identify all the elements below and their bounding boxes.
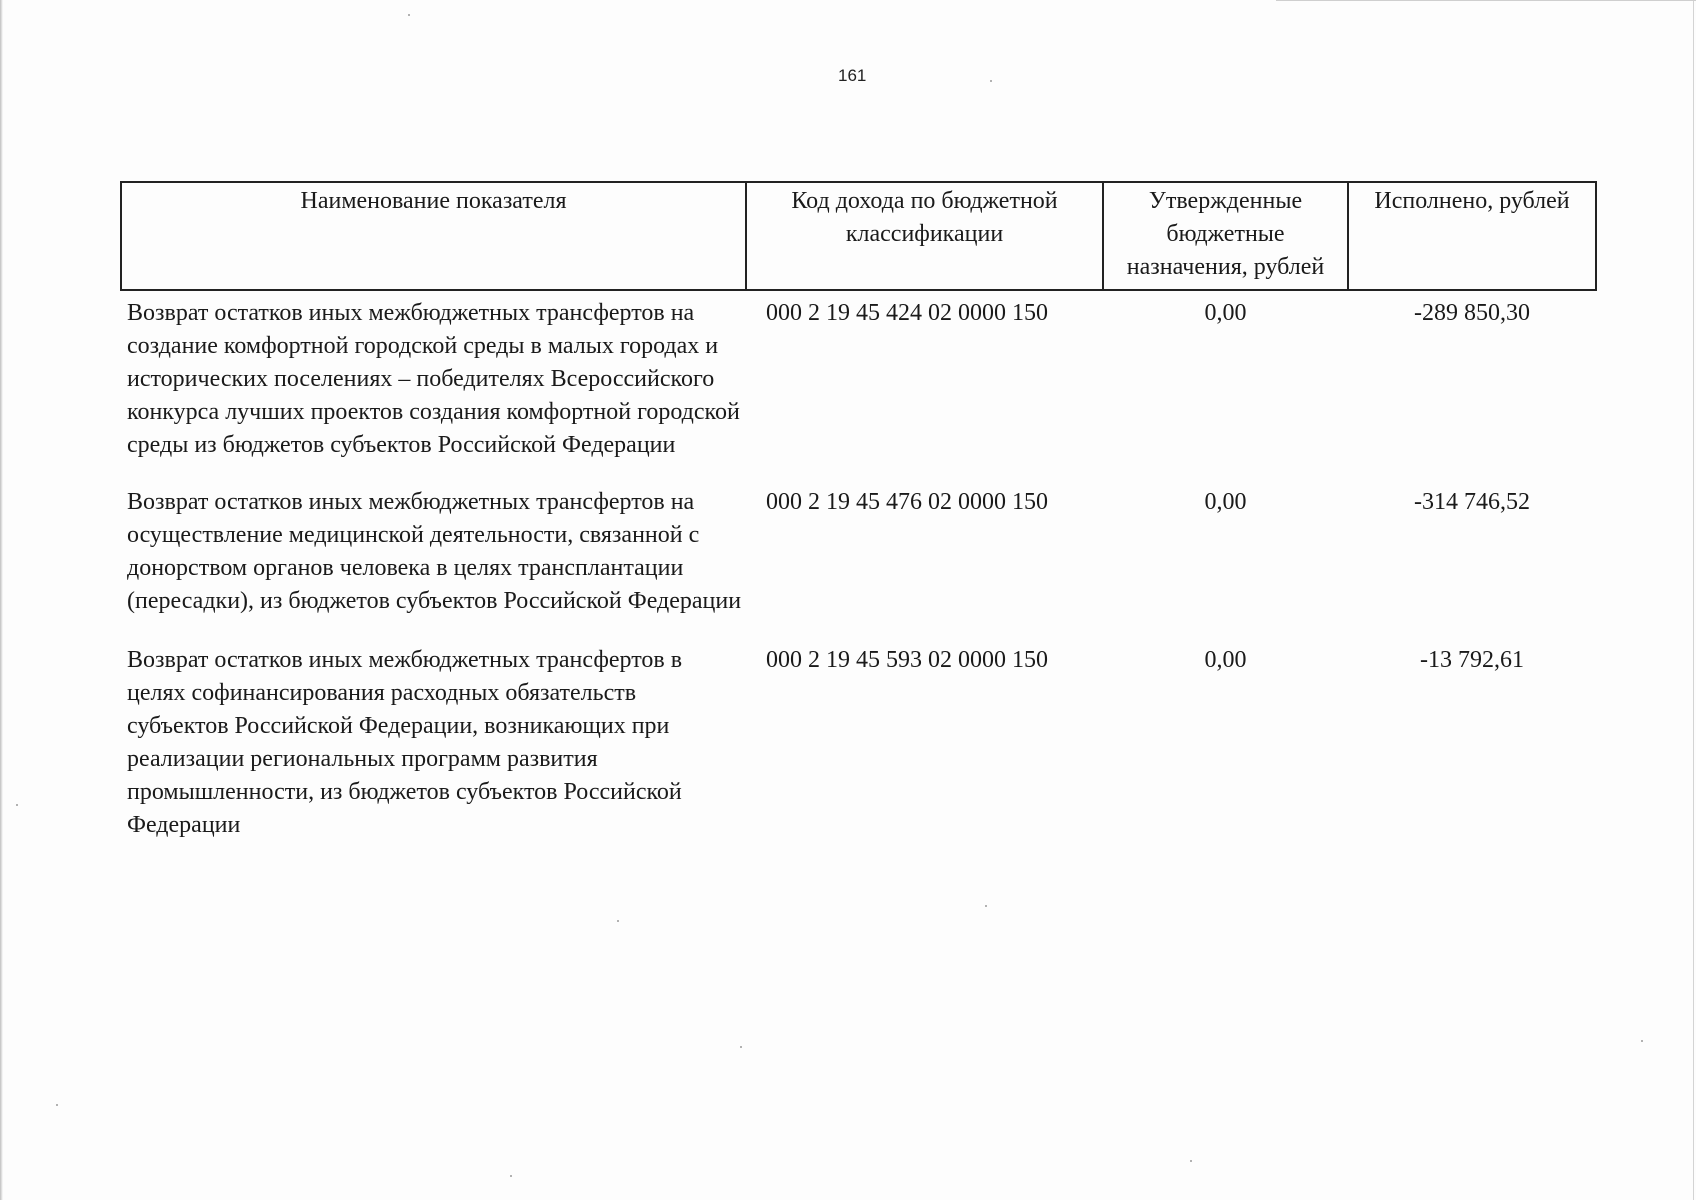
header-indicator-name: Наименование показателя [121, 182, 746, 290]
cell-executed-amount: -314 746,52 [1414, 489, 1530, 515]
scan-edge-top [1276, 0, 1696, 1]
header-executed-amount: Исполнено, рублей [1348, 182, 1596, 290]
scan-edge-left [0, 0, 3, 1200]
budget-income-table [120, 181, 1597, 842]
scan-speck [510, 1175, 512, 1177]
cell-indicator-name: Возврат остатков иных межбюджетных трансфертов на осуществление медицинской деятельности, связанной с донорством органов человека в целях трансплантации (пересадки), из бюджетов субъектов Российской Федерации [127, 489, 742, 614]
table-row [121, 618, 1596, 842]
cell-approved-amount: 0,00 [1204, 647, 1247, 673]
cell-indicator-name: Возврат остатков иных межбюджетных трансфертов в целях софинансирования расходных обязательств субъектов Российской Федерации, возникающих при реализации региональных программ развития промышленности, из бюджетов субъектов Российской Федерации [127, 647, 683, 838]
scan-speck [1641, 1040, 1643, 1042]
cell-income-code: 000 2 19 45 476 02 0000 150 [766, 489, 1048, 515]
scan-speck [740, 1046, 742, 1048]
cell-income-code: 000 2 19 45 593 02 0000 150 [766, 647, 1048, 673]
header-approved-amount: Утвержденные бюджетные назначения, рублей [1103, 182, 1348, 290]
cell-executed-amount: -289 850,30 [1414, 300, 1530, 326]
header-income-code: Код дохода по бюджетной классификации [746, 182, 1103, 290]
table-row [121, 462, 1596, 618]
scan-speck [16, 804, 18, 806]
cell-approved-amount: 0,00 [1204, 489, 1247, 515]
scan-speck [990, 80, 992, 82]
scan-speck [1190, 1160, 1192, 1162]
scan-speck [408, 14, 410, 16]
page-number: 161 [838, 66, 867, 85]
scan-edge-right [1693, 0, 1694, 1200]
cell-indicator-name: Возврат остатков иных межбюджетных трансфертов на создание комфортной городской среды в малых городах и исторических поселениях – победителях Всероссийского конкурса лучших проектов создания комфортной городской среды из бюджетов субъектов Российской Федерации [127, 300, 740, 458]
scan-speck [985, 905, 987, 907]
scan-speck [617, 920, 619, 922]
scan-speck [56, 1104, 58, 1106]
table-header-row [121, 182, 1596, 290]
cell-executed-amount: -13 792,61 [1420, 647, 1524, 673]
table-row [121, 290, 1596, 462]
cell-approved-amount: 0,00 [1204, 300, 1247, 326]
cell-income-code: 000 2 19 45 424 02 0000 150 [766, 300, 1048, 326]
